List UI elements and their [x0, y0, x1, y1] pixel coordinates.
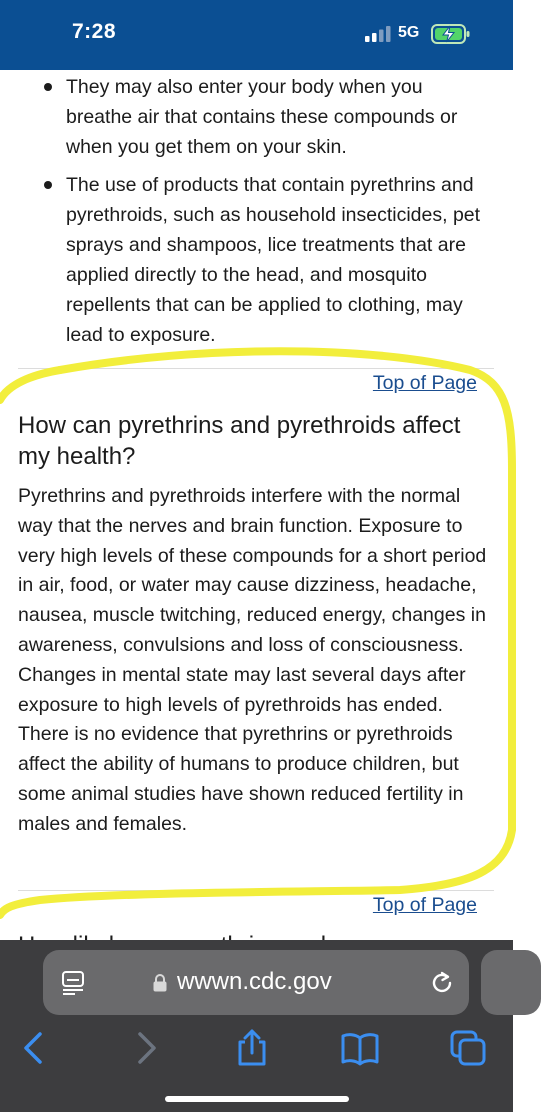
browser-toolbar: [0, 940, 513, 1112]
article-content: [0, 70, 513, 940]
back-chevron-icon[interactable]: [14, 1028, 54, 1068]
bullet-dot: [44, 181, 52, 189]
section-heading: How can pyrethrins and pyrethroids affect my health?: [18, 412, 461, 470]
share-icon[interactable]: [232, 1028, 272, 1068]
bookmarks-book-icon[interactable]: [340, 1028, 380, 1068]
reload-icon[interactable]: [429, 970, 455, 996]
next-tab-address-bar[interactable]: [481, 950, 541, 1015]
forward-chevron-icon[interactable]: [126, 1028, 166, 1068]
reader-mode-icon[interactable]: [61, 970, 85, 996]
section-body: Pyrethrins and pyrethroids interfere with the normal way that the nerves and brain function. Exposure to very high levels of these compounds for a short period in air, food, or water may cause dizziness, headache, nausea, muscle twitching, reduced energy, changes in awareness, convulsions and loss of consciousness. Changes in mental state may last several days after exposure to high levels of pyrethroids has ended. There is no evidence that pyrethrins or pyrethroids affect the ability of humans to produce children, but some animal studies have shown reduced fertility in males and females.: [18, 485, 487, 835]
home-indicator[interactable]: [165, 1096, 349, 1102]
url-text[interactable]: wwwn.cdc.gov: [177, 968, 332, 995]
bullet-text: The use of products that contain pyrethrins and pyrethroids, such as household insecticides, pet sprays and shampoos, lice treatments that are applied directly to the head, and mosquito repellents that can be applied to clothing, may lead to exposure.: [66, 174, 481, 346]
address-bar[interactable]: [43, 950, 469, 1015]
cellular-signal-icon: [365, 26, 391, 42]
status-bar: [0, 0, 513, 70]
list-item: [66, 170, 486, 350]
divider: [18, 368, 494, 369]
bullet-text: They may also enter your body when you breathe air that contains these compounds or when you get them on your skin.: [66, 76, 458, 158]
tabs-icon[interactable]: [448, 1028, 488, 1068]
battery-charging-icon: [431, 24, 471, 44]
status-time: 7:28: [72, 20, 117, 43]
divider: [18, 890, 494, 891]
network-type: 5G: [398, 24, 420, 41]
top-of-page-link[interactable]: Top of Page: [372, 894, 477, 916]
bullet-dot: [44, 83, 52, 91]
list-item: [66, 72, 486, 162]
lock-icon: [153, 974, 167, 992]
top-of-page-link[interactable]: Top of Page: [372, 372, 477, 394]
